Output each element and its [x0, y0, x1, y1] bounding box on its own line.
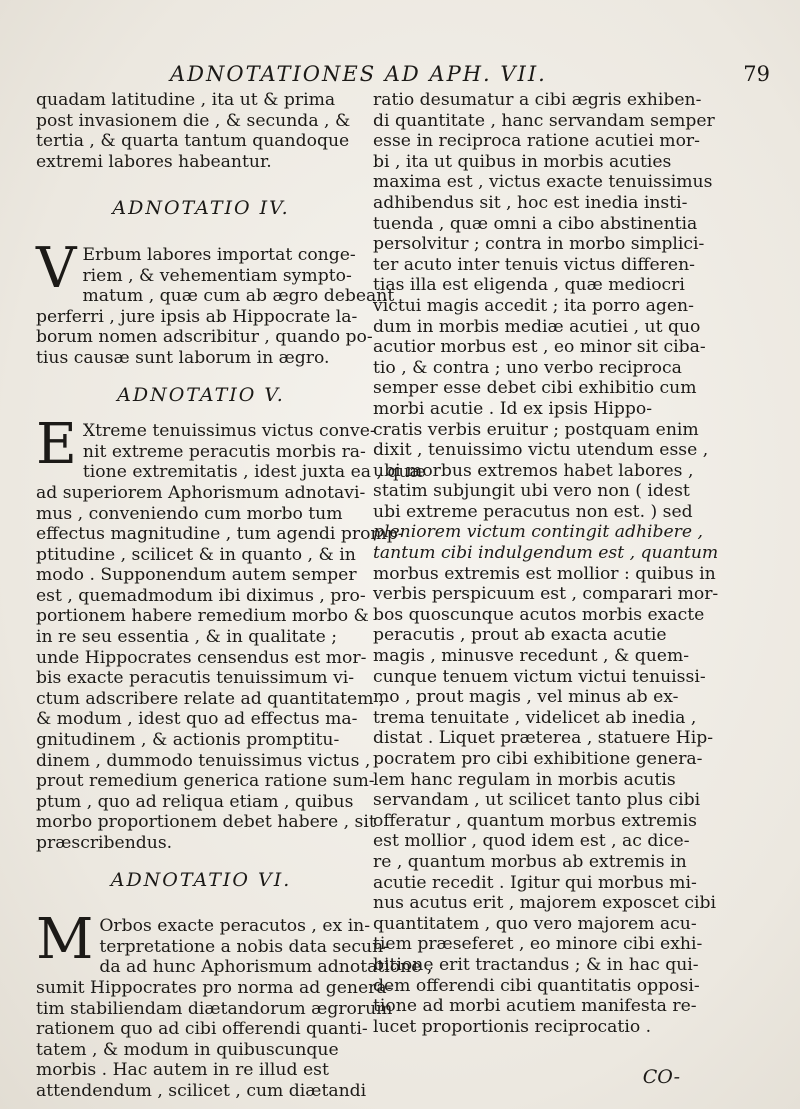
text-line: præscribendus.: [36, 833, 173, 853]
text-line: dixit , tenuissimo victu utendum esse ,: [373, 440, 709, 461]
text-line: persolvitur ; contra in morbo simplici-: [373, 234, 705, 255]
text-line: nit extreme peracutis morbis ra-: [82, 441, 366, 462]
text-line: bis exacte peracutis tenuissimum vi-: [36, 668, 355, 689]
text-line: perferri , jure ipsis ab Hippocrate la-: [36, 306, 358, 327]
text-line: sumit Hippocrates pro norma ad genera-: [36, 977, 393, 998]
text-line: tias illa est eligenda , quæ mediocri: [373, 275, 685, 296]
text-line: & modum , idest quo ad effectus ma-: [36, 709, 358, 730]
text-line: ubi extreme peracutus non est. ) sed: [373, 501, 693, 522]
running-title: ADNOTATIONES AD APH. VII.: [170, 62, 547, 86]
text-line: riem , & vehementiam sympto-: [82, 265, 352, 286]
text-line: tatem , & modum in quibuscunque: [36, 1039, 339, 1060]
text-line: quadam latitudine , ita ut & prima: [36, 90, 336, 110]
right-column: [373, 90, 719, 1037]
text-line: tantum cibi indulgendum est , quantum: [373, 543, 719, 564]
text-line: portionem habere remedium morbo &: [36, 606, 369, 627]
text-line: da ad hunc Aphorismum adnotatione ,: [99, 957, 433, 978]
text-line: magis , minusve recedunt , & quem-: [373, 646, 690, 667]
text-line: servandam , ut scilicet tanto plus cibi: [373, 790, 701, 811]
text-line: matum , quæ cum ab ægro debeant: [82, 286, 395, 307]
text-line: acutior morbus est , eo minor sit ciba-: [373, 337, 706, 358]
text-line: tius causæ sunt laborum in ægro.: [36, 347, 330, 368]
text-line: morbi acutie . Id ex ipsis Hippo-: [373, 398, 653, 419]
text-line: cunque tenuem victum victui tenuissi-: [373, 666, 706, 687]
text-line: pocratem pro cibi exhibitione genera-: [373, 749, 703, 769]
text-line: post invasionem die , & secunda , &: [36, 110, 351, 131]
drop-cap: V: [36, 235, 77, 301]
text-line: rationem quo ad cibi offerendi quanti-: [36, 1019, 368, 1040]
text-line: pleniorem victum contingit adhibere ,: [373, 522, 703, 543]
text-line: peracutis , prout ab exacta acutie: [373, 625, 667, 646]
text-line: cratis verbis eruitur ; postquam enim: [373, 419, 699, 440]
drop-cap: E: [36, 412, 77, 478]
text-line: lucet proportionis reciprocatio .: [373, 1016, 652, 1037]
left-column: [36, 90, 433, 1102]
text-line: verbis perspicuum est , comparari mor-: [373, 584, 719, 605]
text-line: bi , ita ut quibus in morbis acuties: [373, 151, 672, 172]
text-line: ptitudine , scilicet & in quanto , & in: [36, 544, 356, 565]
text-line: adhibendus sit , hoc est inedia insti-: [373, 192, 688, 213]
running-head: [170, 60, 770, 90]
text-line: quantitatem , quo vero majorem acu-: [373, 913, 697, 934]
text-line: ad superiorem Aphorismum adnotavi-: [36, 482, 366, 503]
text-line: effectus magnitudine , tum agendi promp-: [36, 524, 404, 545]
text-line: tiem præseferet , eo minore cibi exhi-: [373, 934, 703, 955]
text-line: distat . Liquet præterea , statuere Hip-: [373, 728, 714, 749]
text-line: morbus extremis est mollior : quibus in: [373, 563, 716, 584]
text-line: Xtreme tenuissimus victus conve-: [82, 421, 376, 442]
text-line: dinem , dummodo tenuissimus victus ,: [36, 750, 371, 771]
text-line: tio , & contra ; uno verbo reciproca: [373, 357, 682, 378]
text-line: tuenda , quæ omni a cibo abstinentia: [373, 213, 698, 234]
text-line: prout remedium generica ratione sum-: [36, 771, 375, 792]
text-line: tim stabiliendam diætandorum ægrorum: [36, 998, 393, 1019]
text-line: est , quemadmodum ibi diximus , pro-: [36, 585, 366, 606]
section-heading: ADNOTATIO VI.: [110, 868, 292, 891]
text-line: ptum , quo ad reliqua etiam , quibus: [36, 791, 354, 812]
text-line: unde Hippocrates censendus est mor-: [36, 647, 367, 668]
text-line: victui magis accedit ; ita porro agen-: [373, 295, 694, 316]
page-number: 79: [743, 62, 770, 86]
text-line: tertia , & quarta tantum quandoque: [36, 131, 350, 152]
text-line: borum nomen adscribitur , quando po-: [36, 327, 373, 348]
paragraph: [36, 412, 426, 853]
text-line: acutie recedit . Igitur qui morbus mi-: [373, 872, 697, 893]
paragraph: [36, 235, 395, 369]
text-line: Orbos exacte peracutos , ex in-: [99, 916, 371, 937]
catchword: CO-: [642, 1066, 680, 1088]
text-line: in re seu essentia , & in qualitate ;: [36, 627, 338, 648]
drop-cap: M: [36, 907, 94, 973]
text-line: re , quantum morbus ab extremis in: [373, 851, 687, 872]
text-line: morbo proportionem debet habere , sit: [36, 812, 376, 833]
text-line: ctum adscribere relate ad quantitatem ,: [36, 688, 385, 709]
text-line: ratio desumatur a cibi ægris exhiben-: [373, 90, 702, 110]
text-line: ter acuto inter tenuis victus differen-: [373, 254, 695, 275]
text-line: trema tenuitate , videlicet ab inedia ,: [373, 707, 697, 728]
text-line: lem hanc regulam in morbis acutis: [373, 769, 676, 790]
text-line: tione extremitatis , idest juxta ea , quæ: [82, 462, 426, 483]
text-line: terpretatione a nobis data secun-: [99, 936, 389, 957]
text-line: dum in morbis mediæ acutiei , ut quo: [373, 316, 701, 337]
text-line: modo . Supponendum autem semper: [36, 565, 357, 586]
text-line: esse in reciproca ratione acutiei mor-: [373, 131, 700, 152]
text-line: extremi labores habeantur.: [36, 151, 272, 172]
text-line: bitione erit tractandus ; & in hac qui-: [373, 954, 699, 975]
text-line: Erbum labores importat conge-: [82, 244, 356, 265]
text-line: dem offerendi cibi quantitatis opposi-: [373, 975, 700, 996]
text-line: tione ad morbi acutiem manifesta re-: [373, 996, 697, 1017]
text-line: mus , conveniendo cum morbo tum: [36, 503, 343, 524]
text-line: offeratur , quantum morbus extremis: [373, 810, 697, 831]
text-line: ubi morbus extremos habet labores ,: [373, 460, 694, 481]
text-line: gnitudinem , & actionis promptitu-: [36, 730, 340, 751]
text-line: nus acutus erit , majorem exposcet cibi: [373, 893, 717, 914]
text-line: maxima est , victus exacte tenuissimus: [373, 172, 713, 193]
text-line: attendendum , scilicet , cum diætandi: [36, 1080, 367, 1101]
section-heading: ADNOTATIO V.: [117, 383, 285, 406]
text-line: statim subjungit ubi vero non ( idest: [373, 481, 690, 502]
text-line: di quantitate , hanc servandam semper: [373, 110, 715, 131]
text-line: morbis . Hac autem in re illud est: [36, 1060, 329, 1081]
text-line: bos quoscunque acutos morbis exacte: [373, 604, 705, 625]
section-heading: ADNOTATIO IV.: [112, 197, 290, 220]
text-line: mo , prout magis , vel minus ab ex-: [373, 687, 679, 708]
text-line: semper esse debet cibi exhibitio cum: [373, 378, 697, 399]
text-line: est mollior , quod idem est , ac dice-: [373, 831, 690, 852]
paragraph: [36, 907, 433, 1101]
